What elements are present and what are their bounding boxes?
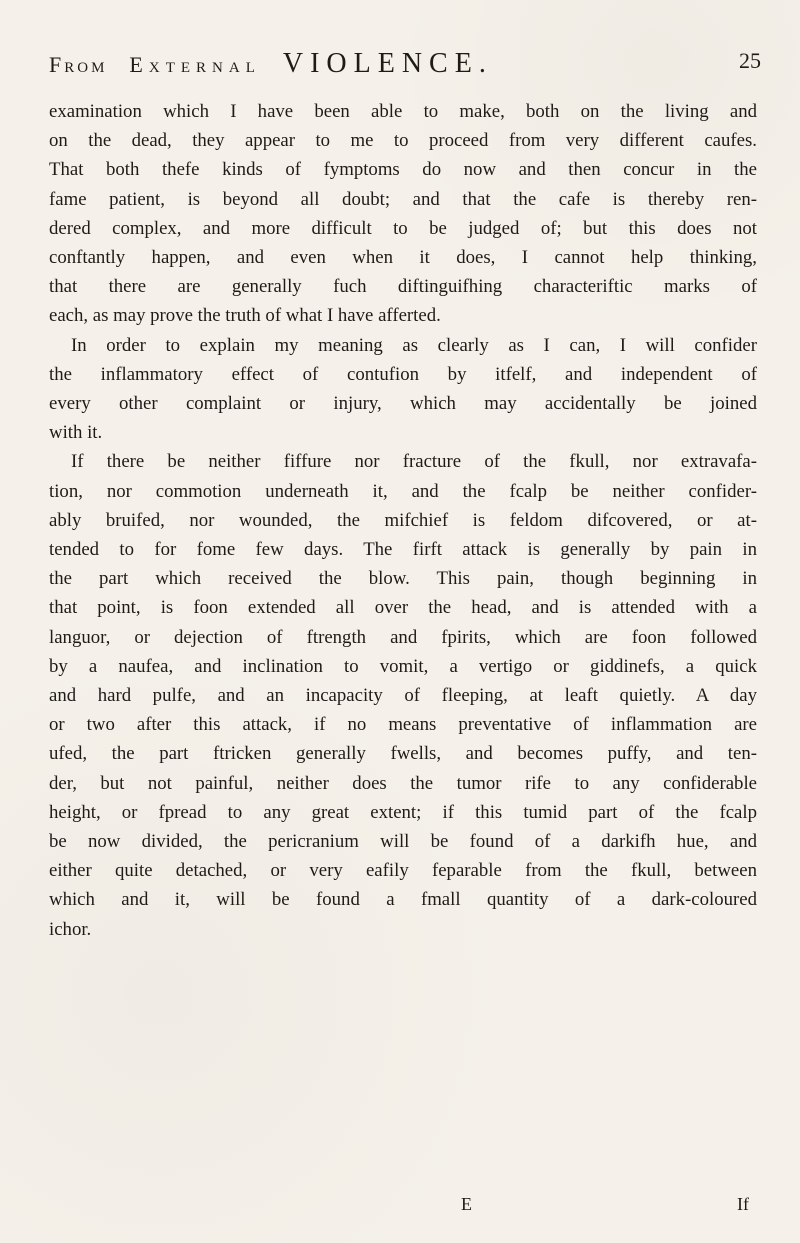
- section-title: [49, 48, 493, 80]
- text-line: der, but not painful, neither does the tumor rife to any confiderable: [49, 772, 757, 794]
- header-word-external: External: [129, 52, 261, 77]
- paragraph-fiffure: [49, 447, 757, 943]
- text-line: every other complaint or injury, which may accidentally be joined: [49, 393, 757, 415]
- header-word-from: From: [49, 52, 108, 77]
- text-line: be now divided, the pericranium will be found of a darkifh hue, and: [49, 831, 757, 853]
- text-line: on the dead, they appear to me to proceed from very different caufes.: [49, 130, 757, 152]
- text-line: dered complex, and more difficult to be judged of; but this does not: [49, 217, 757, 239]
- running-header: [49, 48, 769, 88]
- text-line: which and it, will be found a fmall quantity of a dark-coloured: [49, 889, 757, 911]
- text-line: If there be neither fiffure nor fracture of the fkull, nor extravafa-: [71, 451, 757, 473]
- page-number: 25: [739, 48, 761, 73]
- text-line: ichor.: [49, 918, 92, 940]
- text-line: the inflammatory effect of contufion by itfelf, and independent of: [49, 363, 757, 385]
- page-footer: [49, 1194, 757, 1222]
- text-line: examination which I have been able to make, both on the living and: [49, 101, 757, 122]
- signature-mark: E: [461, 1194, 472, 1214]
- text-line: that point, is foon extended all over the head, and is attended with a: [49, 597, 757, 619]
- body-text: [49, 97, 757, 944]
- paragraph-examination: [49, 97, 757, 331]
- paragraph-order: [49, 331, 757, 448]
- text-line: and hard pulfe, and an incapacity of fleeping, at leaft quietly. A day: [49, 685, 757, 707]
- text-line: fame patient, is beyond all doubt; and that the cafe is thereby ren-: [49, 188, 757, 210]
- text-line: tended to for fome few days. The firft attack is generally by pain in: [49, 539, 757, 561]
- text-line: tion, nor commotion underneath it, and the fcalp be neither confider-: [49, 480, 757, 502]
- text-line: In order to explain my meaning as clearly as I can, I will confider: [71, 334, 757, 356]
- header-word-violence: VIOLENCE.: [282, 48, 493, 79]
- text-line: either quite detached, or very eafily feparable from the fkull, between: [49, 860, 757, 882]
- text-line: or two after this attack, if no means preventative of inflammation are: [49, 714, 757, 736]
- text-line: That both thefe kinds of fymptoms do now and then concur in the: [49, 159, 757, 181]
- text-line: conftantly happen, and even when it does, I cannot help thinking,: [49, 247, 757, 269]
- text-line: height, or fpread to any great extent; if this tumid part of the fcalp: [49, 801, 757, 823]
- text-line: by a naufea, and inclination to vomit, a vertigo or giddinefs, a quick: [49, 655, 757, 677]
- text-line: languor, or dejection of ftrength and fpirits, which are foon followed: [49, 626, 757, 648]
- text-line: ably bruifed, nor wounded, the mifchief is feldom difcovered, or at-: [49, 509, 757, 531]
- catchword: If: [737, 1194, 749, 1214]
- text-line: each, as may prove the truth of what I have afferted.: [49, 305, 441, 327]
- text-line: with it.: [49, 422, 103, 444]
- text-line: the part which received the blow. This pain, though beginning in: [49, 568, 757, 590]
- text-line: ufed, the part ftricken generally fwells, and becomes puffy, and ten-: [49, 743, 757, 765]
- text-line: that there are generally fuch diftinguifhing characteriftic marks of: [49, 276, 757, 298]
